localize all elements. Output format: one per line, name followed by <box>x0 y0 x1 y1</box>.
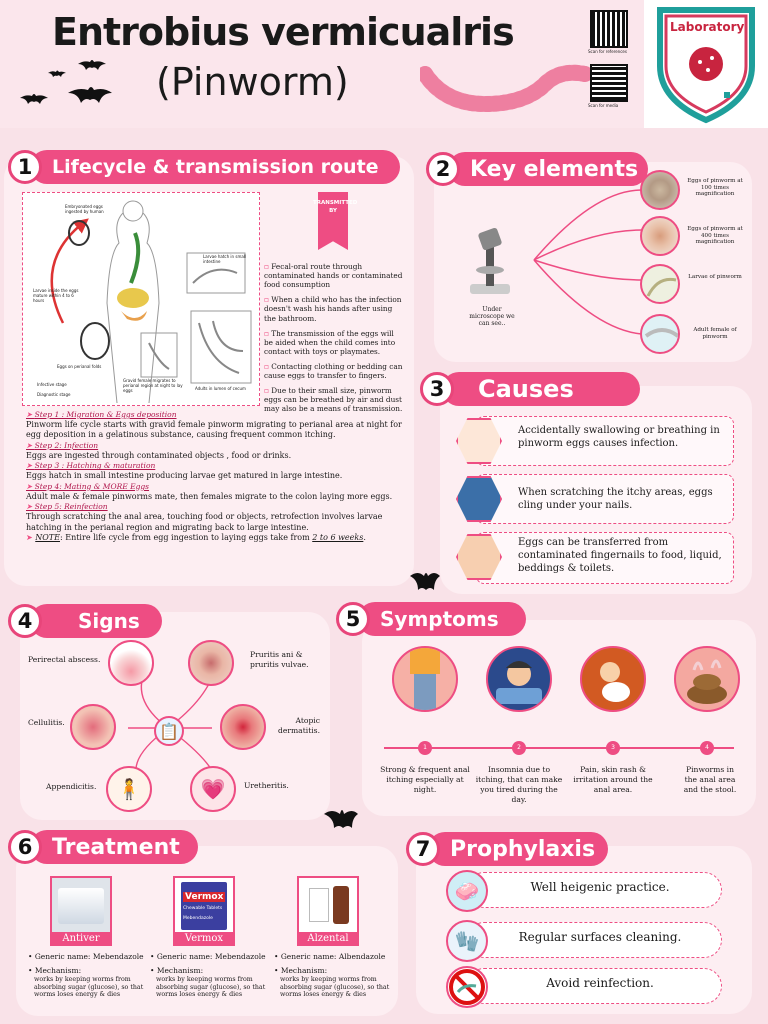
mechanism-text: works by keeping worms from absorbing sugar (glucose), so that worms loses energy & dies <box>156 975 266 999</box>
transmission-item: ▫ Fecal-oral route through contaminated hands or contaminated food consumption <box>264 262 403 290</box>
sign-label: Pruritis ani & pruritis vulvae. <box>250 650 309 669</box>
diagram-label: Adults in lumen of cecum <box>195 386 246 391</box>
symptom-text: Pain, skin rash & irritation around the anal area. <box>573 765 653 794</box>
mechanism-text: works by keeping worms from absorbing sugar (glucose), so that worms loses energy & dies <box>34 975 144 999</box>
perirectal-abscess-image <box>108 640 154 686</box>
page-subtitle: (Pinworm) <box>156 60 349 104</box>
uretheritis-image: 💗 <box>190 766 236 812</box>
signs-header <box>8 604 162 638</box>
step-text: Adult male & female pinworms mate, then females migrate to the colon laying more eggs. <box>26 491 393 501</box>
vermox-box-brand: Mebendazole <box>183 916 213 921</box>
header <box>0 0 768 128</box>
antiver-image <box>50 876 112 934</box>
prophylaxis-header <box>406 832 608 866</box>
treatment-header <box>8 830 198 864</box>
symptom-marker: 4 <box>700 741 714 755</box>
adult-female-image <box>640 314 680 354</box>
sign-label: Appendicitis. <box>46 782 97 791</box>
rash-image <box>580 646 646 712</box>
atopic-dermatitis-image <box>220 704 266 750</box>
microscope-icon <box>460 226 520 298</box>
lifecycle-steps <box>26 410 402 544</box>
page-title: Entrobius vermicualris <box>52 10 514 54</box>
vermox-image <box>173 876 235 934</box>
anal-itching-image <box>392 646 458 712</box>
section-number: 7 <box>406 832 440 866</box>
transmission-list <box>264 262 404 414</box>
cause-text: When scratching the itchy areas, eggs cling under your nails. <box>518 487 713 511</box>
vermox-label: Vermox <box>173 932 235 946</box>
section-title: Signs <box>30 604 162 638</box>
step-title: ➤ Step 5: Reinfection <box>26 502 108 512</box>
section-title: Symptoms <box>358 602 526 636</box>
antiver-label: Antiver <box>50 932 112 946</box>
key-element-label: Larvae of pinworm <box>688 274 742 280</box>
symptom-text: Insomnia due to itching, that can make you tired during the day. <box>475 765 563 804</box>
vermox-box-text: Vermox <box>185 892 224 902</box>
appendicitis-image: 🧍 <box>106 766 152 812</box>
diagram-label: Embryonated eggs ingested by human <box>65 204 104 214</box>
vermox-box-sub: Chewable Tablets <box>183 906 223 911</box>
diagram-label: Larvae inside the eggs mature within 4 to 6 hours <box>33 288 79 303</box>
diagram-label: Eggs on perianal folds <box>57 364 102 369</box>
insomnia-image <box>486 646 552 712</box>
generic-name: • Generic name: Albendazole <box>274 952 386 961</box>
transmission-item: ▫ When a child who has the infection doesn't wash his hands after using the bathroom. <box>264 295 402 323</box>
key-element-label: Eggs of pinworm at 400 times magnification <box>687 226 743 246</box>
pinworms-stool-image <box>674 646 740 712</box>
bat-icon <box>408 566 442 596</box>
treatment-info <box>28 952 146 999</box>
step-title: ➤ Step 4: Mating & MORE Eggs <box>26 481 150 491</box>
section-number: 3 <box>420 372 454 406</box>
step-text: Through scratching the anal area, touching food or objects, retrofection involves larvae hatching in the perianal region and migrating back to large intestine. <box>26 512 383 532</box>
treatment-info <box>274 952 392 999</box>
section-title: Causes <box>442 372 640 406</box>
treatment-info <box>150 952 268 999</box>
transmission-item: ▫ The transmission of the eggs will be aided when the child comes into contact with toys or playmates. <box>264 328 396 356</box>
step-text: Eggs are ingested through contaminated objects , food or drinks. <box>26 450 292 460</box>
sign-label: Atopic dermatitis. <box>278 716 320 735</box>
logo-text: Laboratory <box>670 20 745 34</box>
symptoms-header <box>336 602 526 636</box>
worm-icon <box>420 54 590 124</box>
key-element-label: Adult female of pinworm <box>693 327 737 340</box>
prophylaxis-text: Well heigenic practice. <box>530 880 670 894</box>
prophylaxis-text: Avoid reinfection. <box>546 976 654 990</box>
bats-icon <box>18 58 128 122</box>
prophylaxis-text: Regular surfaces cleaning. <box>518 930 682 944</box>
section-title: Treatment <box>30 830 198 864</box>
diagram-legend: Infective stage <box>37 382 67 387</box>
cause-text: Eggs can be transferred from contaminated fingernails to food, liquid, beddings & toilets. <box>518 537 722 574</box>
egg-400x-image <box>640 216 680 256</box>
step-title: ➤ Step 2: Infection <box>26 440 99 450</box>
cellulitis-image <box>70 704 116 750</box>
key-element-label: Eggs of pinworm at 100 times magnification <box>687 178 743 198</box>
clipboard-icon: 📋 <box>154 716 184 746</box>
step-text: Eggs hatch in small intestine producing larvae get matured in large intestine. <box>26 471 343 481</box>
mechanism-label: • Mechanism: <box>150 966 204 976</box>
step-title: ➤ Step 3 : Hatching & maturation <box>26 461 156 471</box>
handwash-icon: 🧼 <box>446 870 488 912</box>
alzental-label: Alzental <box>297 932 359 946</box>
lab-logo <box>644 0 768 128</box>
mechanism-text: works by keeping worms from absorbing sugar (glucose), so that worms loses energy & dies <box>280 975 390 999</box>
section-number: 1 <box>8 150 42 184</box>
lifecycle-note: ➤ NOTE: Entire life cycle from egg ingestion to laying eggs take from 2 to 6 weeks. <box>26 533 366 543</box>
symptom-text: Strong & frequent anal itching especially at night. <box>380 765 470 794</box>
step-title: ➤ Step 1 : Migration & Eggs deposition <box>26 410 177 419</box>
symptom-marker: 2 <box>512 741 526 755</box>
generic-name: • Generic name: Mebendazole <box>150 952 266 961</box>
lifecycle-diagram <box>22 192 260 406</box>
step-text: Pinworm life cycle starts with gravid female pinworm migrating to perianal area at night for egg deposition in a gelatinous substance, causing frequent common itching. <box>26 419 402 440</box>
mechanism-label: • Mechanism: <box>28 966 82 976</box>
section-title: Key elements <box>448 152 648 186</box>
bat-icon <box>322 802 360 832</box>
cleaning-icon: 🧤 <box>446 920 488 962</box>
section-number: 5 <box>336 602 370 636</box>
section-number: 6 <box>8 830 42 864</box>
qr-code-media[interactable] <box>590 64 628 102</box>
diagram-label: Gravid female migrates to perianal region at night to lay eggs <box>123 378 183 393</box>
mechanism-label: • Mechanism: <box>274 966 328 976</box>
generic-name: • Generic name: Mebendazole <box>28 952 144 961</box>
egg-100x-image <box>640 170 680 210</box>
causes-header <box>420 372 640 406</box>
qr-code-references[interactable] <box>590 10 628 48</box>
sign-label: Perirectal abscess. <box>28 655 101 664</box>
section-title: Lifecycle & transmission route <box>30 150 400 184</box>
larvae-image <box>640 264 680 304</box>
qr-caption-media: Scan for media <box>588 103 619 108</box>
diagram-label: Larvae hatch in small intestine <box>203 254 247 264</box>
cause-text: Accidentally swallowing or breathing in pinworm eggs causes infection. <box>518 425 720 449</box>
transmission-item: ▫ Contacting clothing or bedding can cause eggs to transfer to fingers. <box>264 361 403 381</box>
symptom-marker: 1 <box>418 741 432 755</box>
section-number: 4 <box>8 604 42 638</box>
sign-label: Uretheritis. <box>244 781 289 790</box>
no-worm-icon <box>446 966 488 1008</box>
section-title: Prophylaxis <box>428 832 608 866</box>
symptoms-timeline <box>384 747 734 749</box>
diagram-legend: Diagnostic stage <box>37 392 71 397</box>
microscope-caption: Under microscope we can see.. <box>469 306 515 328</box>
sign-label: Cellulitis. <box>28 718 65 727</box>
qr-caption-references: Scan for references <box>588 49 627 54</box>
symptom-text: Pinworms in the anal area and the stool. <box>683 765 737 794</box>
lifecycle-header <box>8 150 400 184</box>
transmission-item: ▫ Due to their small size, pinworm eggs can be breathed by air and dust may also be a means of transmission. <box>264 386 403 414</box>
symptom-marker: 3 <box>606 741 620 755</box>
pruritis-image <box>188 640 234 686</box>
alzental-image <box>297 876 359 934</box>
transmitted-by-label: TRANSMITTED BY <box>313 200 358 214</box>
section-number: 2 <box>426 152 460 186</box>
